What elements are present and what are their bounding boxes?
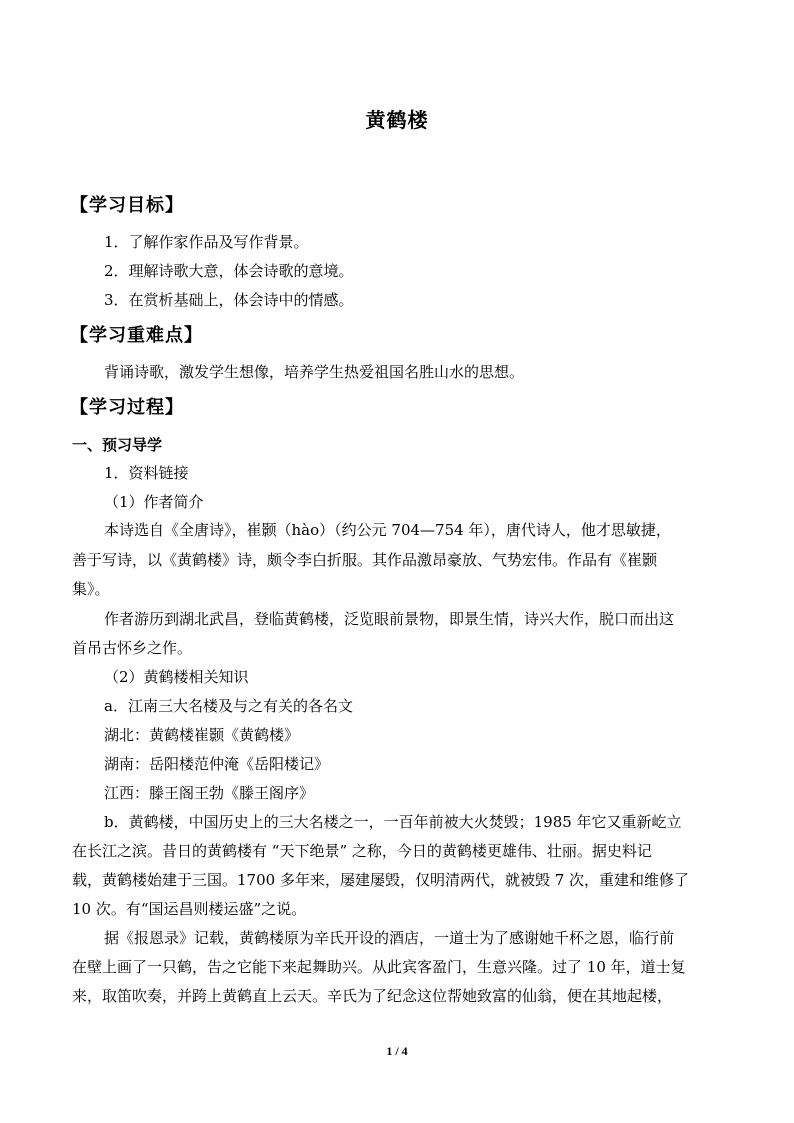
paragraph-line: 集》。	[72, 580, 110, 598]
paragraph-line: 善于写诗，以《黄鹤楼》诗，颇令李白折服。其作品激昂豪放、气势宏伟。作品有《崔颢	[72, 551, 658, 569]
page-number: 1 / 4	[386, 1044, 408, 1058]
paragraph-line: 10 次。有“国运昌则楼运盛”之说。	[72, 900, 307, 918]
page-title: 黄鹤楼	[365, 108, 429, 132]
paragraph-line: 作者游历到湖北武昌，登临黄鹤楼，泛览眼前景物，即景生情，诗兴大作，脱口而出这	[104, 610, 675, 628]
section-heading-process: 【学习过程】	[70, 397, 184, 418]
paragraph-line: 据《报恩录》记载，黄鹤楼原为辛氏开设的酒店，一道士为了感谢她千杯之恩，临行前	[104, 929, 675, 947]
paragraph-line: 载，黄鹤楼始建于三国。1700 多年来，屡建屡毁，仅明清两代，就被毁 7 次，重建和维修了	[72, 871, 690, 889]
goal-item: 3．在赏析基础上，体会诗中的情感。	[104, 291, 354, 309]
key-points-text: 背诵诗歌，激发学生想像，培养学生热爱祖国名胜山水的思想。	[104, 363, 525, 381]
section-heading-key-points: 【学习重难点】	[70, 325, 203, 346]
tower-knowledge-heading: （2）黄鹤楼相关知识	[104, 668, 249, 686]
goal-item: 1．了解作家作品及写作背景。	[104, 233, 309, 251]
paragraph-line: 首吊古怀乡之作。	[72, 639, 193, 657]
preview-item-1: 1．资料链接	[104, 464, 189, 482]
paragraph-line: 在壁上画了一只鹤，告之它能下来起舞助兴。从此宾客盈门，生意兴隆。过了 10 年，道士复	[72, 958, 686, 976]
list-item: 江西：滕王阁王勃《滕王阁序》	[104, 784, 315, 802]
preview-heading: 一、预习导学	[72, 436, 163, 454]
list-item: 湖南：岳阳楼范仲淹《岳阳楼记》	[104, 755, 330, 773]
section-heading-goals: 【学习目标】	[70, 195, 184, 216]
paragraph-line: 本诗选自《全唐诗》，崔颢（hào）（约公元 704—754 年），唐代诗人，他才思敏捷，	[104, 521, 671, 539]
author-intro-heading: （1）作者简介	[104, 493, 204, 511]
paragraph-line: 在长江之滨。昔日的黄鹤楼有 “天下绝景” 之称，今日的黄鹤楼更雄伟、壮丽。据史料记	[72, 842, 652, 860]
list-item: 湖北：黄鹤楼崔颢《黄鹤楼》	[104, 726, 300, 744]
paragraph-line: b．黄鹤楼，中国历史上的三大名楼之一，一百年前被大火焚毁；1985 年它又重新屹立	[104, 813, 682, 831]
list-item: a．江南三大名楼及与之有关的各名文	[104, 697, 353, 715]
paragraph-line: 来，取笛吹奏，并跨上黄鹤直上云天。辛氏为了纪念这位帮她致富的仙翁，便在其地起楼，	[72, 987, 673, 1005]
goal-item: 2．理解诗歌大意，体会诗歌的意境。	[104, 262, 354, 280]
